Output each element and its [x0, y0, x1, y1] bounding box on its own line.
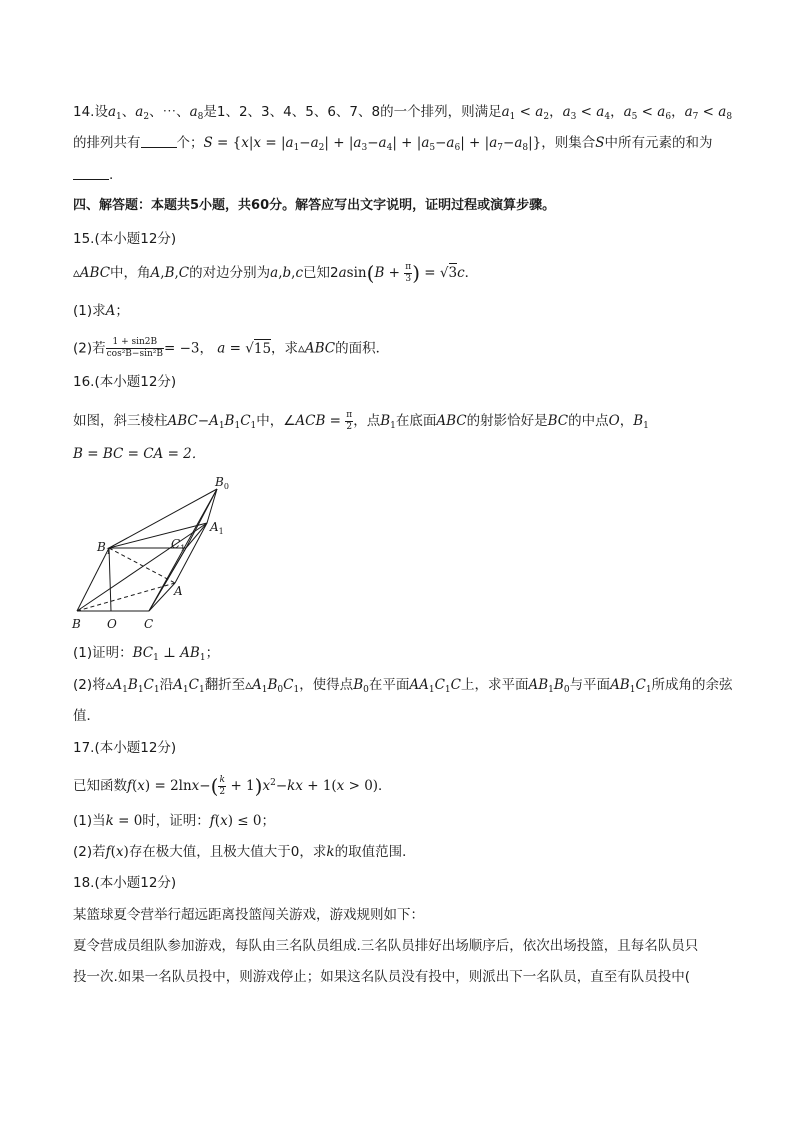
edge-B-B1: [77, 548, 109, 611]
edge-C1-C-extra: [149, 548, 186, 611]
label-C: C: [144, 617, 154, 631]
q15-fraction: $\frac{1 + \sin 2B}{\text{cos²B−sin²B}}$: [106, 337, 163, 359]
q18-header: 18.(本小题12分): [73, 875, 177, 891]
label-A1: $A_1$: [210, 520, 224, 536]
q16-line-2: B = BC = CA = 2．: [73, 446, 206, 462]
edge-B-A1: [77, 523, 207, 611]
answer-blank-1[interactable]: [141, 134, 177, 148]
label-B1: $B_1$: [97, 540, 111, 556]
edge-A-A1: [175, 523, 207, 583]
edge-B1-A-dashed: [109, 548, 175, 583]
q14-line-2: 的排列共有 个；$S = \{x|x = |a_1-a_2| + |a_3-a_4| + |a_5-a_6| + |a_7-a_8|\}$，则集合S中所有元素的和为: [73, 135, 713, 153]
q18-line-3: 投一次.如果一名队员投中，则游戏停止；如果这名队员没有投中，则派出下一名队员，直至有队员投中(: [73, 969, 691, 985]
q15-stem: ▵ABC中，角A,B,C的对边分别为a,b,c已知2asin(B + $\frac{\pi}{3}$ ) = √3c．: [73, 261, 479, 285]
q15-part-2: (2)若 $\frac{1 + \sin 2B}{\text{cos²B−sin²B}}$ = −3， a = √15，求▵ABC的面积．: [73, 337, 390, 359]
q14-number: 14.: [73, 104, 95, 120]
q17-part-1: (1)当k = 0时，证明：f(x) ≤ 0；: [73, 813, 275, 829]
label-C1: $C_1$: [171, 537, 186, 553]
label-B: B: [72, 617, 81, 631]
q16-part-2: (2)将$▵A_1B_1C_1$沿$A_1C_1$翻折至$▵A_1B_0C_1$，使得点$B_0$在平面$AA_1C_1C$上，求平面$AB_1B_0$与平面$AB_1C_1$所成角的余弦: [73, 677, 733, 695]
answer-blank-2[interactable]: [73, 166, 109, 180]
edge-B-A-dashed: [77, 583, 175, 611]
q16-part-1: (1)证明：$BC_1$ ⊥ $AB_1$；: [73, 645, 220, 663]
q18-line-1: 某篮球夏令营举行超远距离投篮闯关游戏，游戏规则如下：: [73, 907, 424, 923]
q17-stem: 已知函数f(x) = 2lnx−( $\frac{k}{2}$ + $1)x^2-kx + 1(x > 0)$．: [73, 774, 392, 798]
q16-header: 16.(本小题12分): [73, 374, 177, 390]
q15-part-1: (1)求A；: [73, 303, 129, 319]
label-O: O: [107, 617, 117, 631]
label-B0: $B_0$: [215, 475, 229, 491]
edge-O-B1: [109, 548, 111, 611]
prism-figure: [68, 470, 248, 635]
q14-line-1: 14.设$a_1$、$a_2$、⋯、$a_8$是1、2、3、4、5、6、7、8的一个排列，则满足$a_1 < a_2$，$a_3 < a_4$，$a_5 < a_6$，$a_7 < a_8$: [73, 104, 733, 122]
label-A: A: [174, 584, 183, 598]
q16-part-2-end: 值．: [73, 708, 100, 724]
section-4-title: 四、解答题：本题共5小题，共60分。解答应写出文字说明，证明过程或演算步骤。: [73, 198, 556, 213]
q15-header: 15.(本小题12分): [73, 231, 177, 247]
q18-line-2: 夏令营成员组队参加游戏，每队由三名队员组成.三名队员排好出场顺序后，依次出场投篮，且每名队员只: [73, 938, 699, 954]
q14-line-3: .: [73, 166, 113, 184]
q17-header: 17.(本小题12分): [73, 740, 177, 756]
q16-stem: 如图，斜三棱柱$ABC-A_1B_1C_1$中，∠ACB = $\frac{\pi}{2}$ ，点$B_1$在底面ABC的射影恰好是BC的中点O，$B_1$: [73, 410, 649, 432]
q17-part-2: (2)若f(x)存在极大值，且极大值大于0，求k的取值范围．: [73, 844, 416, 860]
